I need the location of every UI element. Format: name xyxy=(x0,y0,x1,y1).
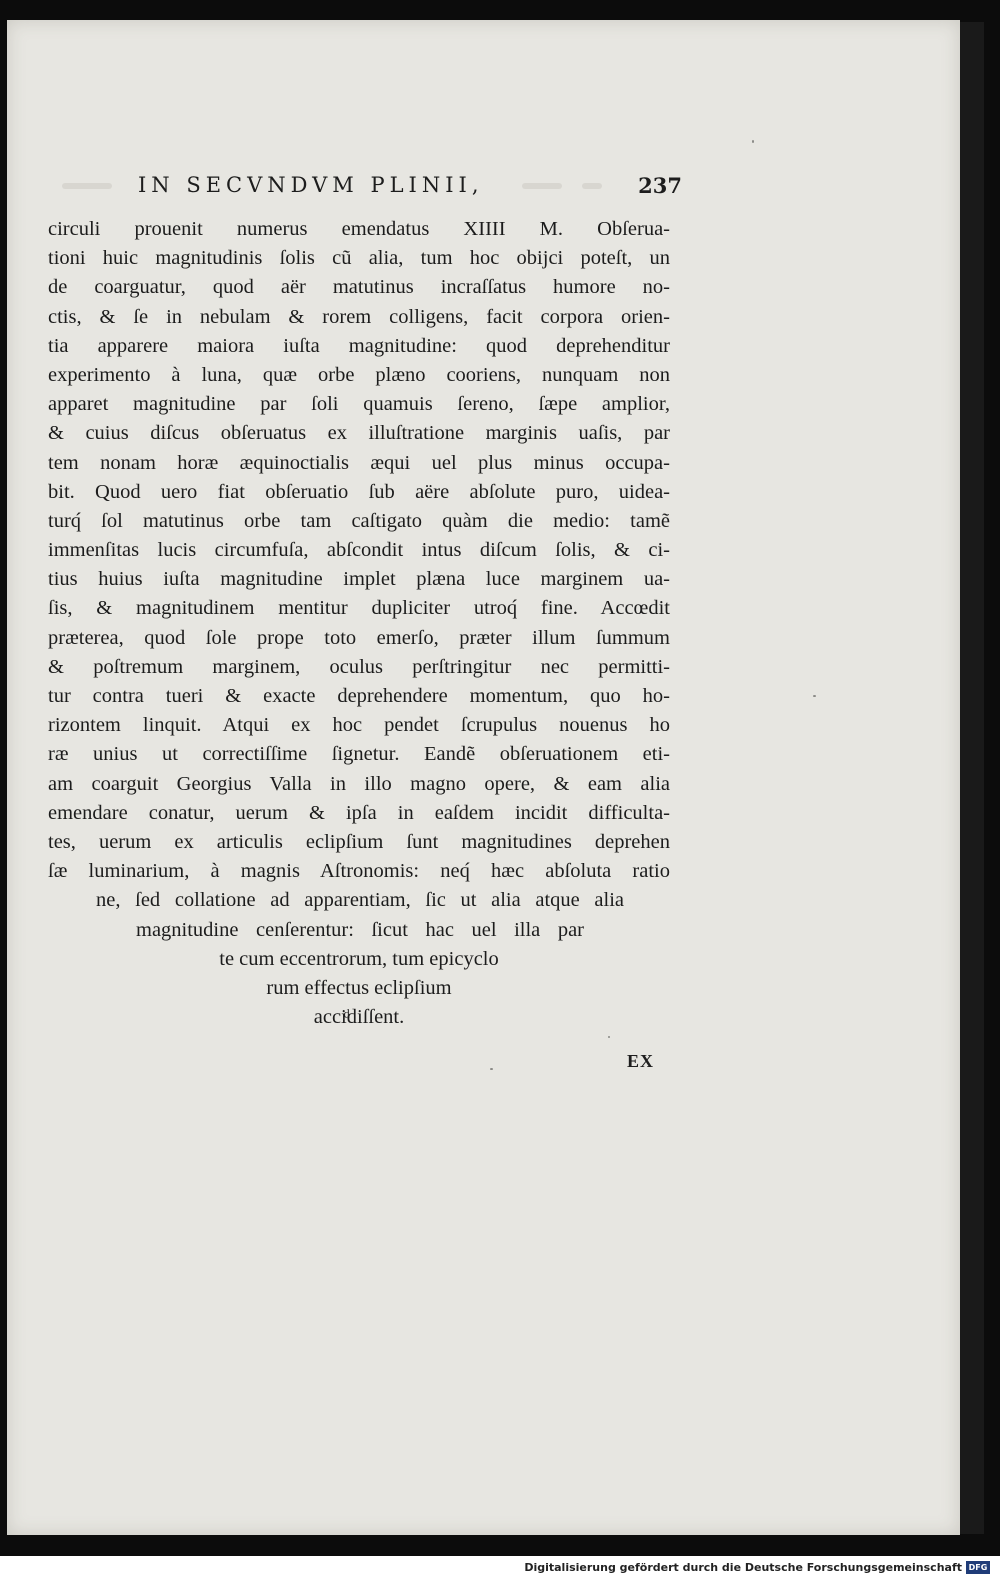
show-through-mark xyxy=(582,183,602,189)
footer-bar xyxy=(0,1556,1000,1581)
show-through-mark xyxy=(62,183,112,189)
tail-line: ne, ſed collatione ad apparentiam, ſic ut alia atque alia xyxy=(96,889,624,912)
text-line: immenſitas lucis circumfuſa, abſcondit intus diſcum ſolis, & ci- xyxy=(48,539,670,562)
text-line: tem nonam horæ æquinoctialis æqui uel plus minus occupa- xyxy=(48,451,670,474)
show-through-mark xyxy=(522,183,562,189)
text-line: ſis, & magnitudinem mentitur dupliciter utroq́ fine. Accœdit xyxy=(48,597,670,620)
text-line: bit. Quod uero fiat obſeruatio ſub aëre abſolute puro, uidea- xyxy=(48,480,670,503)
text-line: rizontem linquit. Atqui ex hoc pendet ſcrupulus nouenus ho xyxy=(48,714,670,737)
paper-speck xyxy=(608,1036,610,1038)
text-line: am coarguit Georgius Valla in illo magno opere, & eam alia xyxy=(48,772,670,795)
text-line: emendare conatur, uerum & ipſa in eaſdem incidit difficulta- xyxy=(48,801,670,824)
paper-speck xyxy=(490,1068,493,1070)
tail-line: te cum eccentrorum, tum epicyclo xyxy=(219,947,499,970)
text-line: & cuius diſcus obſeruatus ex illuſtratione marginis uaſis, par xyxy=(48,422,670,445)
main-text-block xyxy=(48,215,670,1032)
text-line: præterea, quod ſole prope toto emerſo, præter illum ſummum xyxy=(48,626,670,649)
folio-number: 237 xyxy=(638,173,682,198)
text-line: tia apparere maiora iuſta magnitudine: quod deprehenditur xyxy=(48,334,670,357)
text-line: ræ unius ut correctiſſime ſignetur. Eandẽ obſeruationem eti- xyxy=(48,743,670,766)
running-head xyxy=(62,173,682,203)
tail-line: rum effectus eclipſium xyxy=(266,976,452,999)
funding-credit: Digitalisierung gefördert durch die Deutsche Forschungsgemeinschaft xyxy=(524,1561,962,1574)
tail-line: acciͩdiſſent. xyxy=(313,1006,405,1029)
text-line: tius huius iuſta magnitudine implet plæna luce marginem ua- xyxy=(48,568,670,591)
page-edge-shadow xyxy=(960,22,984,1534)
text-line: circuli prouenit numerus emendatus XIIII M. Obſerua- xyxy=(48,218,670,240)
text-line: de coarguatur, quod aër matutinus incraſſatus humore no- xyxy=(48,276,670,299)
text-line: turq́ ſol matutinus orbe tam caſtigato quàm die medio: tamẽ xyxy=(48,509,670,532)
text-line: tur contra tueri & exacte deprehendere momentum, quo ho- xyxy=(48,685,670,707)
text-line: ctis, & ſe in nebulam & rorem colligens, facit corpora orien- xyxy=(48,305,670,328)
catchword: EX xyxy=(627,1051,655,1071)
dfg-logo: DFG xyxy=(966,1561,990,1574)
paper-speck xyxy=(813,695,816,697)
running-head-title: IN SECVNDVM PLINII, xyxy=(138,173,484,197)
text-line: tioni huic magnitudinis ſolis cũ alia, tum hoc obijci poteſt, un xyxy=(48,247,670,270)
text-line: & poſtremum marginem, oculus perſtringitur nec permitti- xyxy=(48,655,670,678)
tail-line: magnitudine cenſerentur: ſicut hac uel illa par xyxy=(136,918,584,941)
text-line: apparet magnitudine par ſoli quamuis ſereno, ſæpe amplior, xyxy=(48,393,670,416)
text-line: ſæ luminarium, à magnis Aſtronomis: neq́ hæc abſoluta ratio xyxy=(48,860,670,883)
text-line: tes, uerum ex articulis eclipſium ſunt magnitudines deprehen xyxy=(48,830,670,853)
text-line: experimento à luna, quæ orbe plæno cooriens, nunquam non xyxy=(48,363,670,386)
paper-speck xyxy=(752,140,754,143)
